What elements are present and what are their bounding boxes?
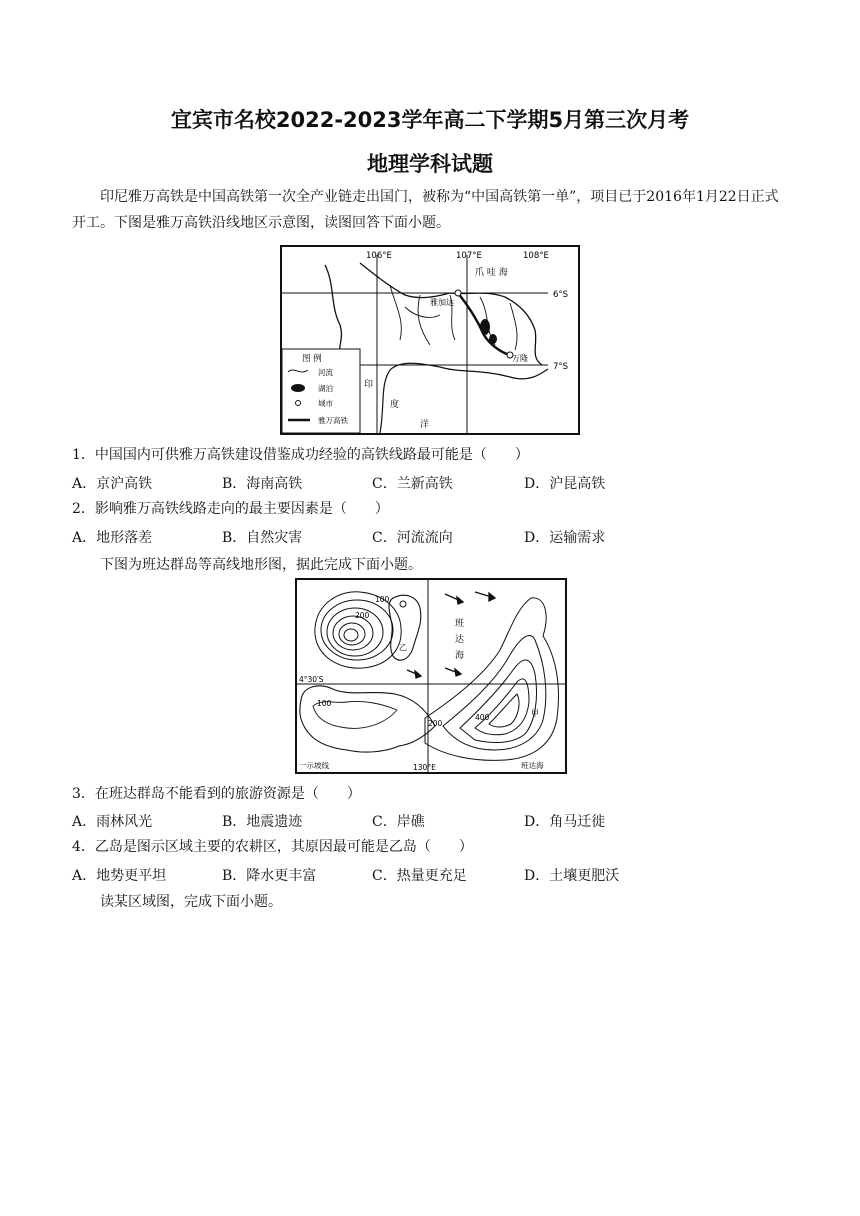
legend-contour-line: 一示坡线	[299, 761, 329, 770]
q2-option-b[interactable]: B．自然灾害	[222, 530, 303, 546]
q1-option-a[interactable]: A．京沪高铁	[72, 476, 153, 492]
q2-option-c[interactable]: C．河流流向	[372, 530, 453, 546]
intro-paragraph-2: 下图为班达群岛等高线地形图，据此完成下面小题。	[100, 557, 422, 573]
ocean-label-1: 印	[364, 380, 374, 390]
lon-label-106: 106°E	[366, 251, 392, 261]
q4-option-d[interactable]: D．土壤更肥沃	[524, 868, 620, 884]
contour-label-4: 200	[428, 719, 443, 728]
contour-label-3: 100	[317, 699, 332, 708]
question-2-stem: 2．影响雅万高铁线路走向的最主要因素是（ ）	[72, 501, 389, 517]
q4-option-b[interactable]: B．降水更丰富	[222, 868, 317, 884]
q1-option-b[interactable]: B．海南高铁	[222, 476, 303, 492]
lat-label-4-30s: 4°30′S	[299, 675, 324, 684]
q4-option-c[interactable]: C．热量更充足	[372, 868, 467, 884]
island-label-jia: 甲	[531, 709, 539, 718]
q4-option-a[interactable]: A．地势更平坦	[72, 868, 167, 884]
intro-paragraph-1: 印尼雅万高铁是中国高铁第一次全产业链走出国门，被称为“中国高铁第一单”，项目已于2016年1月22日正式开工。下图是雅万高铁沿线地区示意图，读图回答下面小题。	[72, 189, 779, 231]
map-banda-islands	[295, 578, 567, 774]
exam-title: 宜宾市名校2022-2023学年高二下学期5月第三次月考	[170, 108, 690, 132]
contour-label-2: 200	[355, 611, 370, 620]
q2-option-a[interactable]: A．地形落差	[72, 530, 153, 546]
lon-label-130e: 130°E	[413, 763, 436, 772]
lat-label-7s: 7°S	[553, 362, 569, 372]
q1-option-d[interactable]: D．沪昆高铁	[524, 476, 606, 492]
q3-option-d[interactable]: D．角马迁徙	[524, 814, 606, 830]
legend-banda-sea: 班达海	[521, 761, 544, 770]
lon-label-108: 108°E	[523, 251, 549, 261]
lon-label-107: 107°E	[456, 251, 482, 261]
city-label-bandung: 万隆	[512, 354, 528, 363]
map-jakarta-bandung	[280, 245, 580, 435]
sea-label-java: 爪 哇 海	[475, 268, 508, 278]
sea-label-1: 班	[455, 619, 465, 629]
sea-label-3: 海	[455, 651, 465, 661]
question-4-stem: 4．乙岛是图示区域主要的农耕区，其原因最可能是乙岛（ ）	[72, 839, 473, 855]
city-label-jakarta: 雅加达	[430, 298, 454, 307]
map1-legend	[282, 349, 360, 433]
island-label-yi: 乙	[399, 643, 407, 652]
q2-option-d[interactable]: D．运输需求	[524, 530, 606, 546]
legend-city: 城市	[318, 399, 333, 408]
q1-option-c[interactable]: C．兰新高铁	[372, 476, 453, 492]
exam-subtitle: 地理学科试题	[367, 152, 493, 176]
q3-option-c[interactable]: C．岸礁	[372, 814, 425, 830]
legend-railway: 雅万高铁	[318, 416, 348, 425]
legend-title: 图 例	[302, 354, 322, 364]
ocean-label-2: 度	[390, 400, 400, 410]
question-1-stem: 1．中国国内可供雅万高铁建设借鉴成功经验的高铁线路最可能是（ ）	[72, 447, 529, 463]
intro-paragraph-3: 读某区域图，完成下面小题。	[100, 894, 282, 910]
legend-river: 河流	[318, 368, 333, 377]
q3-option-a[interactable]: A．雨林风光	[72, 814, 153, 830]
contour-label-1: 100	[375, 595, 390, 604]
legend-lake: 湖泊	[318, 384, 333, 393]
sea-label-2: 达	[455, 635, 465, 645]
contour-label-5: 400	[475, 713, 490, 722]
ocean-label-3: 洋	[420, 420, 430, 430]
lat-label-6s: 6°S	[553, 290, 569, 300]
question-3-stem: 3．在班达群岛不能看到的旅游资源是（ ）	[72, 786, 361, 802]
q3-option-b[interactable]: B．地震遗迹	[222, 814, 303, 830]
